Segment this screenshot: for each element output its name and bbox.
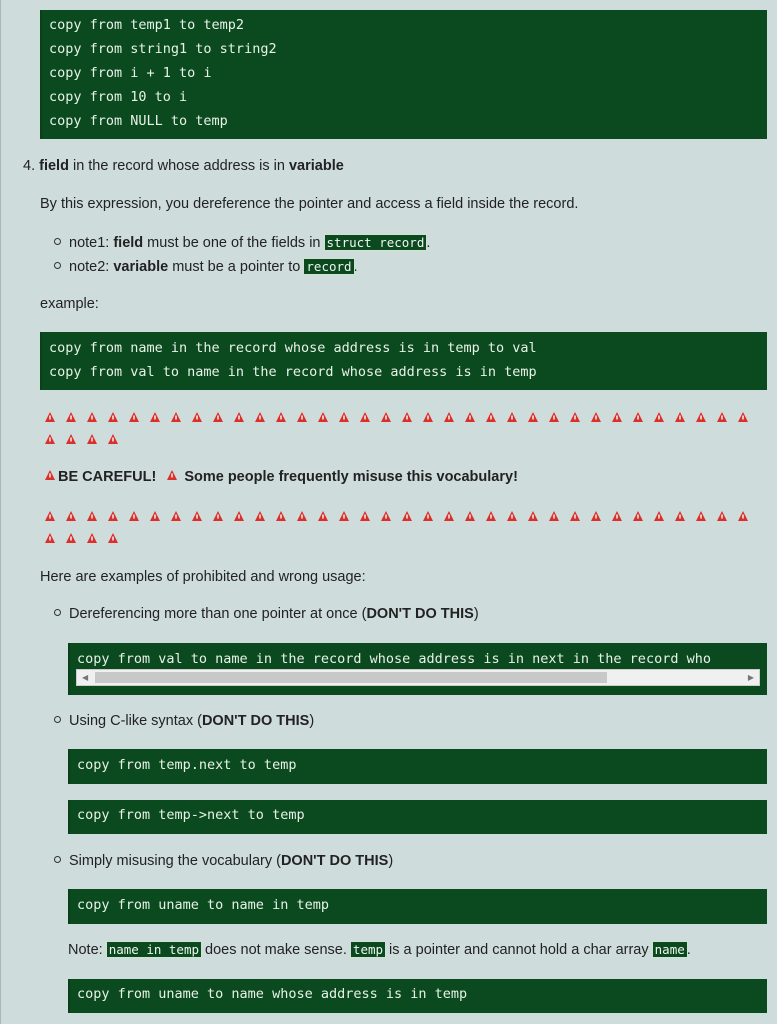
- item-text: in the record whose address is in: [68, 158, 289, 174]
- code-line: copy from name in the record whose address is in temp to val: [49, 340, 537, 356]
- warning-sign-icon: [548, 411, 569, 425]
- inline-code: temp: [352, 942, 384, 957]
- code-line: copy from i + 1 to i: [49, 65, 212, 81]
- warning-sign-icon: [44, 411, 65, 425]
- warning-sign-icon: [695, 411, 716, 425]
- warning-sign-icon: [44, 469, 58, 483]
- scroll-left-arrow-icon[interactable]: ◀: [82, 673, 89, 682]
- warning-sign-icon: [233, 411, 254, 425]
- warning-sign-icon: [254, 411, 275, 425]
- warning-sign-icon: [464, 411, 485, 425]
- bullet-text: Dereferencing more than one pointer at once (: [69, 606, 367, 622]
- bullet-end: ): [309, 713, 315, 729]
- warning-row: [44, 532, 128, 546]
- bullet-item-3: [54, 853, 393, 869]
- warning-sign-icon: [569, 510, 590, 524]
- warning-sign-icon: [233, 510, 254, 524]
- note-end: .: [686, 942, 691, 958]
- bullet-text: Using C-like syntax (: [69, 713, 202, 729]
- warning-sign-icon: [86, 532, 107, 546]
- warning-sign-icon: [149, 510, 170, 524]
- warning-sign-icon: [443, 510, 464, 524]
- note-text: must be a pointer to: [168, 259, 305, 275]
- warning-sign-icon: [166, 469, 184, 483]
- bullet-text: Simply misusing the vocabulary (: [69, 853, 281, 869]
- warning-sign-icon: [401, 411, 422, 425]
- warning-sign-icon: [212, 510, 233, 524]
- warning-sign-icon: [212, 411, 233, 425]
- warning-row: [44, 510, 758, 524]
- warning-sign-icon: [65, 532, 86, 546]
- warning-sign-icon: [65, 510, 86, 524]
- bullet-icon: [54, 609, 61, 616]
- note-prefix: Note:: [68, 942, 107, 958]
- warning-sign-icon: [107, 510, 128, 524]
- warning-sign-icon: [737, 510, 758, 524]
- bullet-icon: [54, 716, 61, 723]
- code-line: copy from uname to name in temp: [77, 897, 329, 913]
- code-line: copy from temp.next to temp: [77, 757, 297, 773]
- warning-sign-icon: [128, 510, 149, 524]
- warning-sign-icon: [380, 510, 401, 524]
- warning-sign-icon: [695, 510, 716, 524]
- warning-sign-icon: [191, 411, 212, 425]
- warning-sign-icon: [107, 532, 128, 546]
- example-label: example:: [40, 296, 99, 312]
- warning-sign-icon: [527, 510, 548, 524]
- scrollbar-thumb[interactable]: [95, 672, 607, 683]
- warning-sign-icon: [275, 411, 296, 425]
- note-prefix: note2:: [69, 259, 114, 275]
- bullet-icon: [54, 856, 61, 863]
- code-line: copy from val to name in the record whose address is in temp: [49, 364, 537, 380]
- note-text: is a pointer and cannot hold a char array: [385, 942, 653, 958]
- warning-sign-icon: [632, 510, 653, 524]
- warning-sign-icon: [170, 510, 191, 524]
- code-block-1: [40, 10, 767, 139]
- warning-sign-icon: [170, 411, 191, 425]
- code-line: copy from uname to name whose address is in temp: [77, 986, 468, 1002]
- warning-sign-icon: [674, 510, 695, 524]
- warning-sign-icon: [338, 510, 359, 524]
- bullet-item-1: [54, 606, 479, 622]
- warning-sign-icon: [380, 411, 401, 425]
- warning-sign-icon: [128, 411, 149, 425]
- code-block-7: [68, 979, 767, 1013]
- warning-sign-icon: [611, 510, 632, 524]
- code-line: copy from string1 to string2: [49, 41, 277, 57]
- term-field: field: [39, 158, 69, 174]
- warning-sign-icon: [422, 510, 443, 524]
- inline-code: name in temp: [108, 942, 199, 957]
- warning-sign-icon: [296, 510, 317, 524]
- code-block-5: [68, 800, 767, 834]
- note2-item: [54, 259, 358, 275]
- inline-code: struct record: [326, 235, 425, 250]
- code-line: copy from 10 to i: [49, 89, 188, 105]
- bullet-bold: DON'T DO THIS: [280, 853, 389, 869]
- note-end: .: [353, 259, 358, 275]
- warning-sign-icon: [65, 411, 86, 425]
- warning-sign-icon: [506, 411, 527, 425]
- bullet-bold: DON'T DO THIS: [201, 713, 310, 729]
- inline-code: name: [654, 942, 685, 957]
- warning-sign-icon: [674, 411, 695, 425]
- warning-sign-icon: [443, 411, 464, 425]
- note-bold: variable: [113, 259, 169, 275]
- careful-title: BE CAREFUL!: [58, 469, 157, 485]
- warning-sign-icon: [569, 411, 590, 425]
- warning-sign-icon: [65, 433, 86, 447]
- warning-sign-icon: [275, 510, 296, 524]
- bullet-end: ): [473, 606, 479, 622]
- careful-line: [44, 469, 518, 485]
- warning-sign-icon: [527, 411, 548, 425]
- note-bold: field: [113, 235, 144, 251]
- note-text: does not make sense.: [201, 942, 351, 958]
- warning-sign-icon: [296, 411, 317, 425]
- warning-sign-icon: [485, 510, 506, 524]
- warning-sign-icon: [737, 411, 758, 425]
- warning-sign-icon: [338, 411, 359, 425]
- warning-sign-icon: [191, 510, 212, 524]
- warning-sign-icon: [422, 411, 443, 425]
- code-line: copy from val to name in the record whose address is in next in the record who: [77, 651, 711, 667]
- warning-sign-icon: [86, 411, 107, 425]
- note-line: [68, 942, 691, 958]
- scroll-right-arrow-icon[interactable]: ▶: [747, 673, 754, 682]
- warning-sign-icon: [653, 510, 674, 524]
- list-number: 4.: [23, 158, 36, 174]
- warning-sign-icon: [86, 510, 107, 524]
- list-item-4: [23, 158, 344, 174]
- horizontal-scrollbar[interactable]: [76, 669, 760, 686]
- warning-sign-icon: [716, 411, 737, 425]
- warning-sign-icon: [44, 433, 65, 447]
- warning-sign-icon: [632, 411, 653, 425]
- prohibited-intro: Here are examples of prohibited and wrong usage:: [40, 569, 366, 585]
- warning-row: [44, 433, 128, 447]
- warning-sign-icon: [86, 433, 107, 447]
- warning-sign-icon: [590, 510, 611, 524]
- warning-sign-icon: [107, 433, 128, 447]
- code-block-2: [40, 332, 767, 390]
- term-variable: variable: [288, 158, 344, 174]
- page-left-border: [0, 0, 1, 1024]
- warning-sign-icon: [653, 411, 674, 425]
- warning-row: [44, 411, 758, 425]
- code-line: copy from temp->next to temp: [77, 807, 305, 823]
- bullet-end: ): [388, 853, 394, 869]
- warning-sign-icon: [359, 411, 380, 425]
- description-paragraph: By this expression, you dereference the pointer and access a field inside the record.: [40, 196, 579, 212]
- inline-code: record: [306, 259, 352, 274]
- note-end: .: [426, 235, 431, 251]
- bullet-icon: [54, 262, 61, 269]
- code-block-6: [68, 889, 767, 924]
- warning-sign-icon: [401, 510, 422, 524]
- warning-sign-icon: [317, 411, 338, 425]
- note1-item: [54, 235, 430, 251]
- warning-sign-icon: [107, 411, 128, 425]
- code-line: copy from NULL to temp: [49, 113, 228, 129]
- warning-sign-icon: [44, 510, 65, 524]
- code-block-4: [68, 749, 767, 784]
- bullet-icon: [54, 238, 61, 245]
- warning-sign-icon: [716, 510, 737, 524]
- warning-sign-icon: [485, 411, 506, 425]
- warning-sign-icon: [464, 510, 485, 524]
- warning-sign-icon: [317, 510, 338, 524]
- code-line: copy from temp1 to temp2: [49, 17, 245, 33]
- warning-sign-icon: [149, 411, 170, 425]
- warning-sign-icon: [44, 532, 65, 546]
- warning-sign-icon: [359, 510, 380, 524]
- warning-sign-icon: [611, 411, 632, 425]
- bullet-bold: DON'T DO THIS: [366, 606, 474, 622]
- warning-sign-icon: [548, 510, 569, 524]
- warning-sign-icon: [590, 411, 611, 425]
- note-text: must be one of the fields in: [143, 235, 325, 251]
- warning-sign-icon: [254, 510, 275, 524]
- warning-sign-icon: [506, 510, 527, 524]
- careful-text: Some people frequently misuse this vocabulary!: [184, 469, 518, 485]
- bullet-item-2: [54, 713, 314, 729]
- note-prefix: note1:: [69, 235, 114, 251]
